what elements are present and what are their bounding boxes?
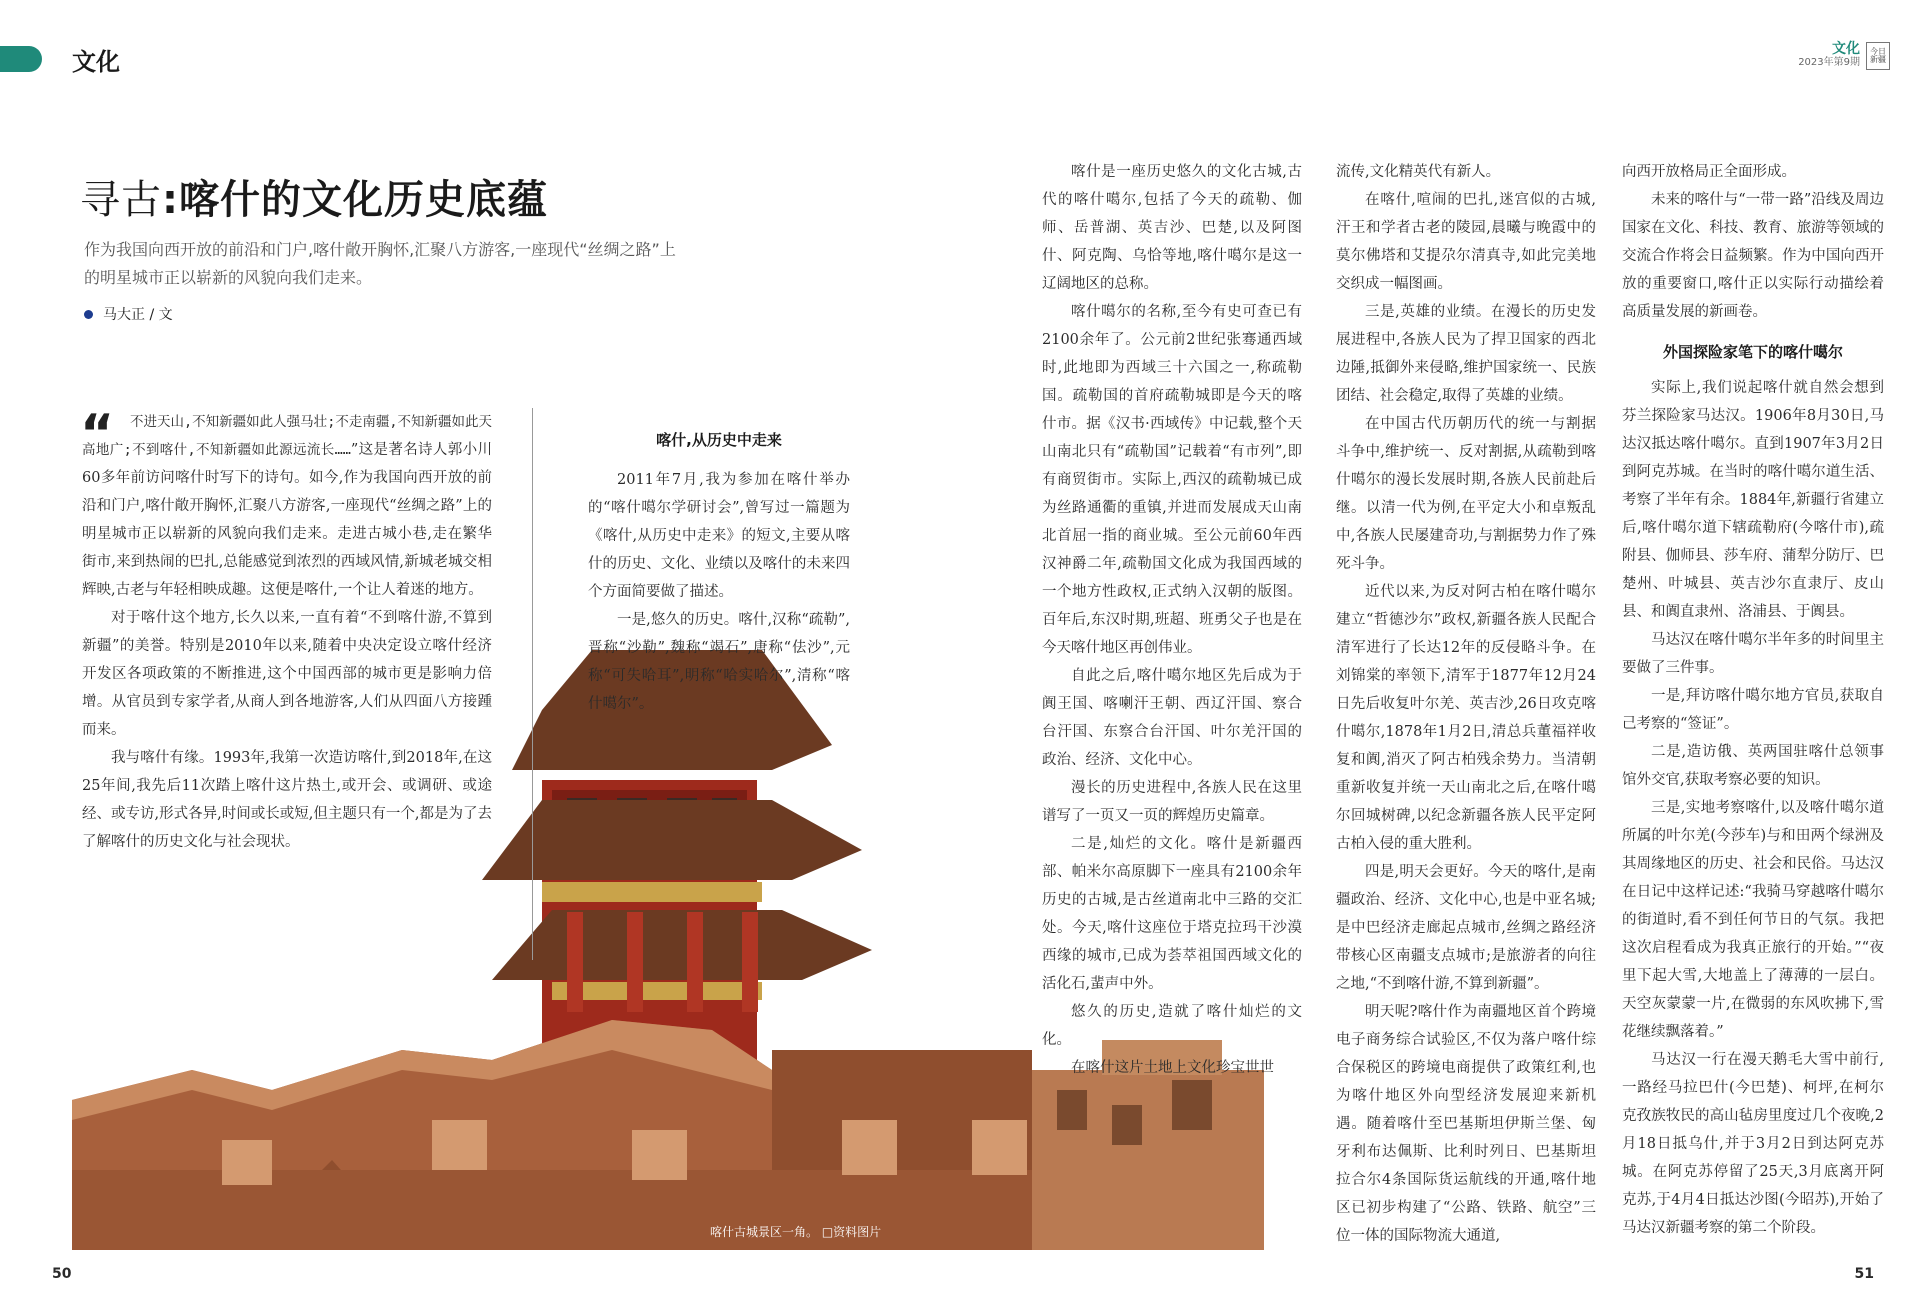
subheading-explorer: 外国探险家笔下的喀什噶尔 (1662, 343, 1843, 361)
column-5-paragraph-5: 一是,拜访喀什噶尔地方官员,获取自己考察的“签证”。 (1622, 688, 1884, 732)
column-5-paragraph-8: 马达汉一行在漫天鹅毛大雪中前行,一路经马拉巴什(今巴楚)、柯坪,在柯尔克孜族牧民的高山毡房里度过几个夜晚,2月18日抵乌什,并于3月2日到达阿克苏城。在阿克苏停留了25天,3月底离开阿克苏,于4月4日抵达沙图(今昭苏),开始了马达汉新疆考察的第二个阶段。 (1622, 1052, 1884, 1236)
page-number-right: 51 (1854, 1266, 1874, 1282)
column-1 (80, 404, 492, 856)
column-4-paragraph-5: 近代以来,为反对阿古柏在喀什噶尔建立“哲德沙尔”政权,新疆各族人民配合清军进行了长达12年的反侵略斗争。在刘锦棠的率领下,清军于1877年12月24日先后收复叶尔羌、英吉沙,26日攻克喀什噶尔,1878年1月2日,清总兵董福祥收复和阗,消灭了阿古柏残余势力。当清朝重新收复并统一天山南北之后,在喀什噶尔回城树碑,以纪念新疆各族人民平定阿古柏入侵的重大胜利。 (1336, 584, 1596, 852)
column-5-paragraph-1: 向西开放格局正全面形成。 (1622, 164, 1796, 180)
article-title (80, 168, 548, 225)
column-3-paragraph-7: 在喀什这片土地上文化珍宝世世 (1071, 1060, 1274, 1076)
open-quote-icon: “ (80, 404, 115, 464)
byline-text: 马大正 / 文 (103, 307, 173, 323)
column-4-paragraph-3: 三是,英雄的业绩。在漫长的历史发展进程中,各族人民为了捍卫国家的西北边陲,抵御外来侵略,维护国家统一、民族团结、社会稳定,取得了英雄的业绩。 (1336, 304, 1596, 404)
byline (84, 304, 173, 324)
column-5-paragraph-7: 三是,实地考察喀什,以及喀什噶尔道所属的叶尔羌(今莎车)与和田两个绿洲及其周缘地区的历史、社会和民俗。马达汉在日记中这样记述:“我骑马穿越喀什噶尔的街道时,看不到任何节日的气氛。我把这次启程看成为我真正旅行的开始。”“夜里下起大雪,大地盖上了薄薄的一层白。天空灰蒙蒙一片,在微弱的东风吹拂下,雪花继续飘落着。” (1622, 800, 1884, 1040)
column-3-paragraph-6: 悠久的历史,造就了喀什灿烂的文化。 (1042, 1004, 1302, 1048)
column-5-paragraph-6: 二是,造访俄、英两国驻喀什总领事馆外交官,获取考察必要的知识。 (1622, 744, 1884, 788)
column-divider (532, 408, 533, 960)
column-3 (1042, 158, 1302, 1082)
column-3-paragraph-1: 喀什是一座历史悠久的文化古城,古代的喀什噶尔,包括了今天的疏勒、伽师、岳普湖、英吉沙、巴楚,以及阿图什、阿克陶、乌恰等地,喀什噶尔是这一辽阔地区的总称。 (1042, 164, 1302, 292)
issue-number: 2023年第9期 (1798, 57, 1860, 69)
subheading-history: 喀什,从历史中走来 (656, 431, 782, 449)
column-5-paragraph-3: 实际上,我们说起喀什就自然会想到芬兰探险家马达汉。1906年8月30日,马达汉抵达喀什噶尔。直到1907年3月2日到阿克苏城。在当时的喀什噶尔道生活、考察了半年有余。1884年,新疆行省建立后,喀什噶尔道下辖疏勒府(今喀什市),疏附县、伽师县、莎车府、蒲犁分防厅、巴楚州、叶城县、英吉沙尔直隶厅、皮山县、和阗直隶州、洛浦县、于阗县。 (1622, 380, 1884, 620)
column-3-paragraph-4: 漫长的历史进程中,各族人民在这里谱写了一页又一页的辉煌历史篇章。 (1042, 780, 1302, 824)
running-header (1798, 42, 1890, 70)
column-4-paragraph-6: 四是,明天会更好。今天的喀什,是南疆政治、经济、文化中心,也是中亚名城;是中巴经济走廊起点城市,丝绸之路经济带核心区南疆支点城市;是旅游者的向往之地,“不到喀什游,不算到新疆”。 (1336, 864, 1596, 992)
column-2-paragraph-2: 一是,悠久的历史。喀什,汉称“疏勒”,晋称“沙勒”,魏称“竭石”,唐称“佉沙”,元称“可失哈耳”,明称“哈实哈尔”,清称“喀什噶尔”。 (588, 612, 850, 712)
column-3-paragraph-2: 喀什噶尔的名称,至今有史可查已有2100余年了。公元前2世纪张骞通西域时,此地即为西域三十六国之一,称疏勒国。疏勒国的首府疏勒城即是今天的喀什市。据《汉书·西域传》中记载,整个天山南北只有“疏勒国”记载着“有市列”,即有商贸街市。实际上,西汉的疏勒城已成为丝路通衢的重镇,并进而发展成天山南北首屈一指的商业城。至公元前60年西汉神爵二年,疏勒国文化成为我国西域的一个地方性政权,正式纳入汉朝的版图。百年后,东汉时期,班超、班勇父子也是在今天喀什地区再创伟业。 (1042, 304, 1302, 656)
column-1-paragraph-1: 不进天山,不知新疆如此人强马壮;不走南疆,不知新疆如此天高地广;不到喀什,不知新疆如此源远流长……”这是著名诗人郭小川60多年前访问喀什时写下的诗句。如今,作为我国向西开放的前沿和门户,喀什敞开胸怀,汇聚八方游客,一座现代“丝绸之路”上的明星城市正以崭新的风貌向我们走来。走进古城小巷,走在繁华街市,来到热闹的巴扎,总能感觉到浓烈的西域风情,新城老城交相辉映,古老与年轻相映成趣。这便是喀什,一个让人着迷的地方。 (82, 414, 492, 598)
page-number-left: 50 (52, 1266, 72, 1282)
article-lead: 作为我国向西开放的前沿和门户,喀什敞开胸怀,汇聚八方游客,一座现代“丝绸之路”上的明星城市正以崭新的风貌向我们走来。 (84, 240, 676, 287)
column-2 (588, 431, 850, 718)
section-tab-marker (0, 46, 42, 72)
column-5-paragraph-4: 马达汉在喀什噶尔半年多的时间里主要做了三件事。 (1622, 632, 1884, 676)
title-prefix: 寻古 (80, 177, 162, 223)
column-1-paragraph-2: 对于喀什这个地方,长久以来,一直有着“不到喀什游,不算到新疆”的美誉。特别是2010年以来,随着中央决定设立喀什经济开发区各项政策的不断推进,这个中国西部的城市更是影响力倍增。从官员到专家学者,从商人到各地游客,人们从四面八方接踵而来。 (82, 610, 492, 738)
column-4-paragraph-1: 流传,文化精英代有新人。 (1336, 164, 1501, 180)
city-wall (72, 1020, 1032, 1250)
photo-caption (710, 1223, 881, 1240)
column-1-paragraph-3: 我与喀什有缘。1993年,我第一次造访喀什,到2018年,在这25年间,我先后11次踏上喀什这片热土,或开会、或调研、或途经、或专访,形式各异,时间或长或短,但主题只有一个,都是为了去了解喀什的历史文化与社会现状。 (82, 750, 492, 850)
column-4-paragraph-7: 明天呢?喀什作为南疆地区首个跨境电子商务综合试验区,不仅为落户喀什综合保税区的跨境电商提供了政策红利,也为喀什地区外向型经济发展迎来新机遇。随着喀什至巴基斯坦伊斯兰堡、匈牙利布达佩斯、比利时列日、巴基斯坦拉合尔4条国际货运航线的开通,喀什地区已初步构建了“公路、铁路、航空”三位一体的国际物流大通道, (1336, 1004, 1596, 1244)
column-3-paragraph-3: 自此之后,喀什噶尔地区先后成为于阗王国、喀喇汗王朝、西辽汗国、察合台汗国、东察合台汗国、叶尔羌汗国的政治、经济、文化中心。 (1042, 668, 1302, 768)
caption-text: 喀什古城景区一角。 (710, 1225, 819, 1239)
column-4-paragraph-4: 在中国古代历朝历代的统一与割据斗争中,维护统一、反对割据,从疏勒到喀什噶尔的漫长发展时期,各族人民前赴后继。以清一代为例,在平定大小和卓叛乱中,各族人民屡建奇功,与割据势力作了殊死斗争。 (1336, 416, 1596, 572)
column-4 (1336, 158, 1596, 1250)
column-4-paragraph-2: 在喀什,喧闹的巴扎,迷宫似的古城,汗王和学者古老的陵园,晨曦与晚霞中的莫尔佛塔和艾提尕尔清真寺,如此完美地交织成一幅图画。 (1336, 192, 1596, 292)
section-label: 文化 (72, 48, 120, 76)
title-separator: : (162, 177, 179, 223)
column-5-paragraph-2: 未来的喀什与“一带一路”沿线及周边国家在文化、科技、教育、旅游等领域的交流合作将会日益频繁。作为中国向西开放的重要窗口,喀什正以实际行动描绘着高质量发展的新画卷。 (1622, 192, 1884, 320)
column-5 (1622, 158, 1884, 1242)
magazine-logo: 今日新疆 (1866, 42, 1890, 70)
title-main: 喀什的文化历史底蕴 (179, 177, 548, 223)
caption-credit: □资料图片 (821, 1225, 882, 1239)
column-2-paragraph-1: 2011年7月,我为参加在喀什举办的“喀什噶尔学研讨会”,曾写过一篇题为《喀什,从历史中走来》的短文,主要从喀什的历史、文化、业绩以及喀什的未来四个方面简要做了描述。 (588, 472, 850, 600)
column-3-paragraph-5: 二是,灿烂的文化。喀什是新疆西部、帕米尔高原脚下一座具有2100余年历史的古城,是古丝道南北中三路的交汇处。今天,喀什这座位于塔克拉玛干沙漠西缘的城市,已成为荟萃祖国西域文化的活化石,蜚声中外。 (1042, 836, 1302, 992)
running-header-section: 文化 (1832, 41, 1860, 57)
bullet-dot-icon (84, 310, 93, 319)
poem-quote: 不进天山,不知新疆如此人强马壮;不走南疆,不知新疆如此天高地广;不到喀什,不知新疆如此源远流长…… (82, 414, 492, 458)
